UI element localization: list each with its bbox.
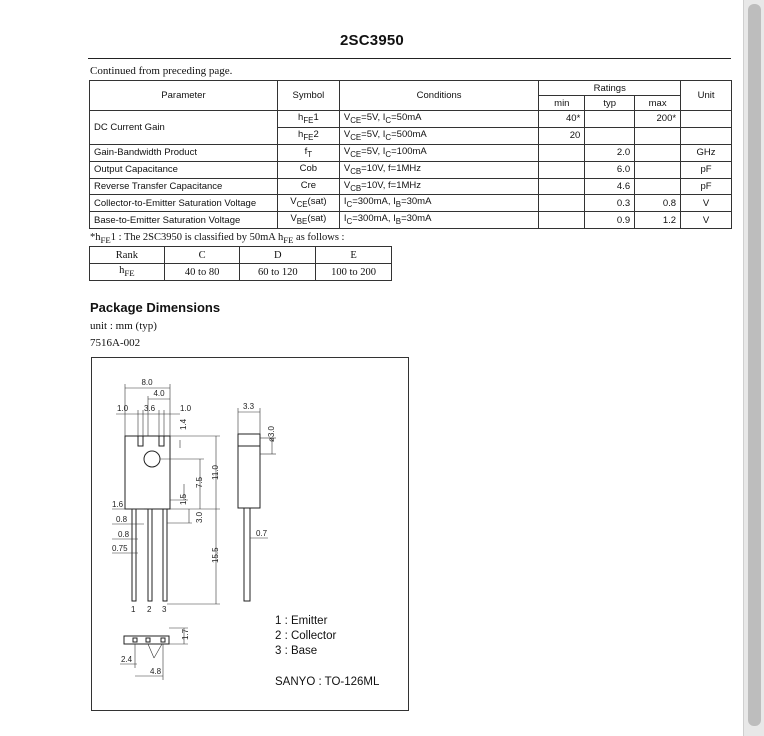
header-typ: typ [585,96,635,111]
param-cell: Base-to-Emitter Saturation Voltage [90,212,278,229]
rank-d: D [240,247,316,264]
header-symbol: Symbol [277,81,339,111]
max-cell: 0.8 [635,195,681,212]
side-view-body [238,434,260,508]
unit-cell: GHz [681,144,732,161]
header-conditions: Conditions [339,81,539,111]
param-cell: Collector-to-Emitter Saturation Voltage [90,195,278,212]
conditions-cell: $I_C=300mA$, $I_B=30mA$ [339,195,539,212]
dim-1-4: 1.4 [179,418,188,430]
spec-row [90,161,732,178]
package-code: 7516A-002 [90,337,141,349]
dim-1-0-right: 1.0 [180,404,192,413]
pin-label-emitter: 1 : Emitter [275,615,328,627]
rank-d-range: 60 to 120 [240,264,316,281]
dim-3-3: 3.3 [243,402,255,411]
package-outline-svg [92,358,410,712]
dim-8-0: 8.0 [141,378,153,387]
lead-3 [163,509,167,601]
param-cell: Output Capacitance [90,161,278,178]
unit-cell: V [681,212,732,229]
spec-row [90,144,732,161]
dim-0-8a: 0.8 [116,515,128,524]
min-cell [539,144,585,161]
conditions-cell: $V_{CB}=10V$, f=1MHz [339,178,539,195]
lead-2 [148,509,152,601]
header-parameter: Parameter [90,81,278,111]
symbol-cell: $f_T$ [277,144,339,161]
package-dimensions-title: Package Dimensions [90,300,221,315]
spec-table-body [90,111,732,229]
rank-note: $*h_{FE}1$ : The 2SC3950 is classified by 50mA $h_{FE}$ as follows : [90,232,345,246]
typ-cell [585,111,635,128]
min-cell [539,161,585,178]
max-cell [635,178,681,195]
spec-row [90,212,732,229]
dim-15-5: 15.5 [211,547,220,563]
package-unit: unit : mm (typ) [90,320,157,332]
tab-notch-right [159,436,164,446]
tab-notch-left [138,436,143,446]
header-max: max [635,96,681,111]
header-min: min [539,96,585,111]
body-outline [125,436,170,509]
dim-11-0: 11.0 [211,465,220,480]
rank-c-range: 40 to 80 [164,264,240,281]
unit-cell: pF [681,178,732,195]
param-cell: Reverse Transfer Capacitance [90,178,278,195]
min-cell [539,178,585,195]
dim-1-7: 1.7 [181,628,190,640]
typ-cell: 6.0 [585,161,635,178]
dim-diameter-3-0: ø3.0 [267,425,276,442]
dim-3-6: 3.6 [144,404,156,413]
unit-cell [681,111,732,128]
min-cell: 40* [539,111,585,128]
side-view-lead [244,508,250,601]
pin-label-base: 3 : Base [275,645,318,657]
typ-cell: 0.3 [585,195,635,212]
dim-1-6: 1.6 [112,500,124,509]
continued-note: Continued from preceding page. [90,65,233,77]
package-name: SANYO : TO-126ML [275,676,380,688]
dim-4-8: 4.8 [150,667,162,676]
symbol-cell: $V_{CE}(sat)$ [277,195,339,212]
vertical-scrollbar[interactable] [743,0,764,736]
dim-0-8b: 0.8 [118,530,130,539]
conditions-cell: $V_{CE}=5V$, $I_C=50mA$ [339,111,539,128]
max-cell [635,144,681,161]
unit-cell [681,127,732,144]
pin-number-3: 3 [162,605,167,614]
dim-0-7: 0.7 [256,529,268,538]
rank-c: C [164,247,240,264]
symbol-cell: Cob [277,161,339,178]
dim-4-0: 4.0 [153,389,165,398]
pin-number-2: 2 [147,605,152,614]
min-cell: 20 [539,127,585,144]
dim-3-0: 3.0 [195,511,204,523]
symbol-cell: $h_{FE}2$ [277,127,339,144]
max-cell [635,161,681,178]
pin-number-1: 1 [131,605,136,614]
symbol-cell: $h_{FE}1$ [277,111,339,128]
dim-0-75: 0.75 [112,544,128,553]
min-cell [539,195,585,212]
scrollbar-thumb[interactable] [748,4,761,726]
spec-row [90,178,732,195]
conditions-cell: $I_C=300mA$, $I_B=30mA$ [339,212,539,229]
header-unit: Unit [681,81,732,111]
typ-cell: 4.6 [585,178,635,195]
symbol-cell: Cre [277,178,339,195]
spec-row [90,195,732,212]
conditions-cell: $V_{CE}=5V$, $I_C=100mA$ [339,144,539,161]
typ-cell: 0.9 [585,212,635,229]
max-cell: 200* [635,111,681,128]
dim-7-5: 7.5 [195,476,204,488]
unit-cell: V [681,195,732,212]
dim-2-4: 2.4 [121,655,133,664]
min-cell [539,212,585,229]
rank-table [89,246,392,281]
typ-cell: 2.0 [585,144,635,161]
conditions-cell: $V_{CE}=5V$, $I_C=500mA$ [339,127,539,144]
unit-cell: pF [681,161,732,178]
pin-label-collector: 2 : Collector [275,630,337,642]
param-cell: DC Current Gain [90,111,278,145]
title-rule [88,58,731,59]
max-cell [635,127,681,144]
dim-1-5: 1.5 [179,493,188,505]
typ-cell [585,127,635,144]
conditions-cell: $V_{CB}=10V$, f=1MHz [339,161,539,178]
param-cell: Gain-Bandwidth Product [90,144,278,161]
package-drawing [91,357,409,711]
spec-table [89,80,732,229]
dim-1-0-left: 1.0 [117,404,129,413]
symbol-cell: $V_{BE}(sat)$ [277,212,339,229]
spec-row [90,111,732,128]
lead-1 [132,509,136,601]
page-title: 2SC3950 [340,32,404,49]
mounting-hole [144,451,160,467]
rank-header: Rank [90,247,165,264]
rank-e-range: 100 to 200 [316,264,392,281]
max-cell: 1.2 [635,212,681,229]
rank-e: E [316,247,392,264]
header-ratings: Ratings [539,81,681,96]
rank-row-label: $h_{FE}$ [90,264,165,281]
